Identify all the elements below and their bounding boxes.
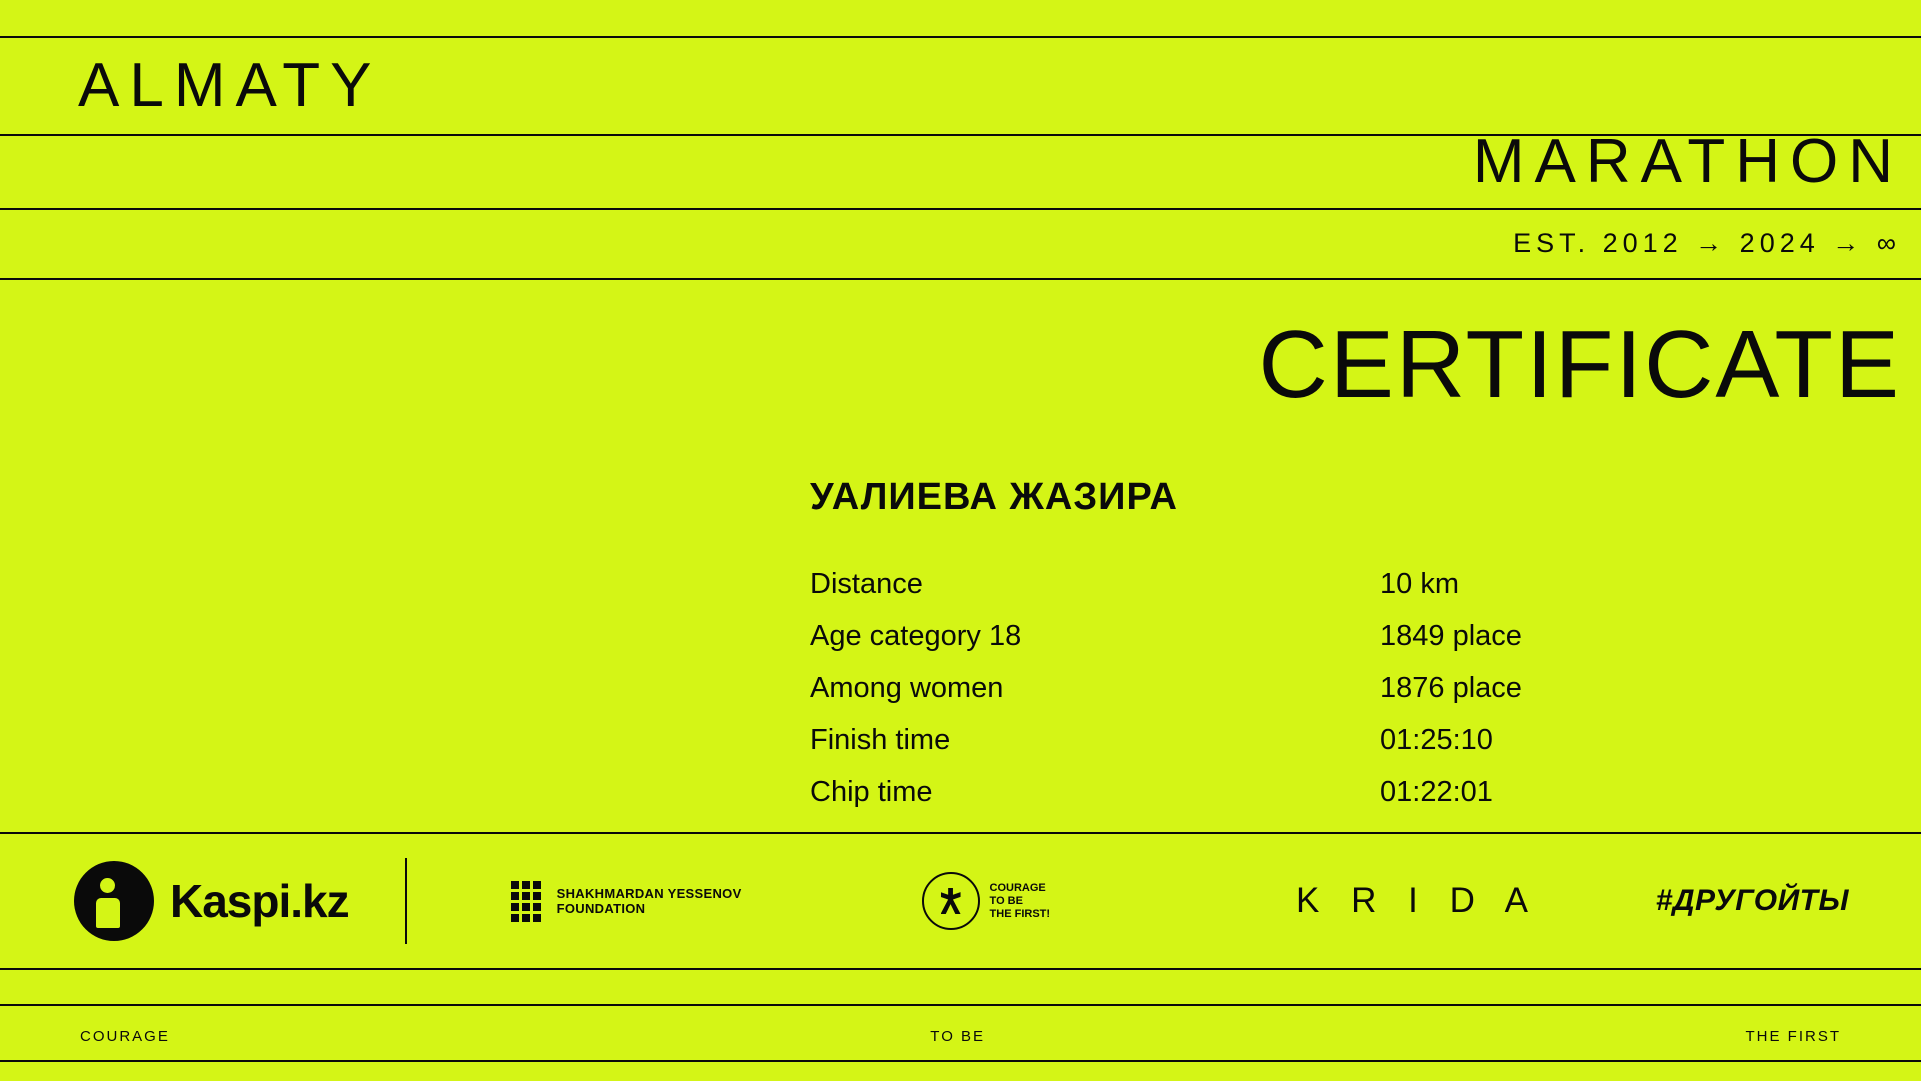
corporate-fund-line3: THE FIRST! xyxy=(989,907,1051,920)
result-value: 1849 place xyxy=(1380,620,1522,652)
result-label: Age category 18 xyxy=(810,620,1022,652)
result-label: Finish time xyxy=(810,724,951,756)
sponsor-yessenov-line1: SHAKHMARDAN YESSENOV xyxy=(556,886,742,901)
table-row xyxy=(810,568,1820,620)
corporate-fund-line1: COURAGE xyxy=(989,881,1046,894)
table-row xyxy=(810,776,1820,828)
result-label: Chip time xyxy=(810,776,933,808)
table-row xyxy=(810,672,1820,724)
corporate-fund-line2: TO BE xyxy=(989,894,1023,907)
result-label: Among women xyxy=(810,672,1004,704)
table-row xyxy=(810,724,1820,776)
footer-left: COURAGE xyxy=(80,1027,170,1045)
sponsor-kaspi-label: Kaspi.kz xyxy=(170,875,349,927)
sponsor-corporate-fund-label xyxy=(990,882,1051,921)
brand-marathon: MARATHON xyxy=(1472,127,1903,196)
campaign-hashtag: #ДРУГОЙТЫ xyxy=(1655,884,1849,917)
header-rule-4 xyxy=(0,278,1921,280)
sponsor-divider xyxy=(405,858,407,944)
sponsor-bar xyxy=(0,834,1921,968)
established-line: EST. 2012 → 2024 → ∞ xyxy=(1513,228,1901,258)
footer-right: THE FIRST xyxy=(1745,1027,1841,1045)
athlete-name: УАЛИЕВА ЖАЗИРА xyxy=(810,476,1178,518)
footer-rule-bottom xyxy=(0,1060,1921,1062)
footer xyxy=(0,1014,1921,1058)
sponsor-kaspi xyxy=(74,861,349,941)
table-row xyxy=(810,620,1820,672)
sponsor-yessenov-label xyxy=(557,886,742,916)
sponsor-rule-bottom xyxy=(0,968,1921,970)
yessenov-logo-icon xyxy=(511,881,545,921)
sponsor-krida-label: K R I D A xyxy=(1296,881,1539,920)
results-table xyxy=(810,568,1820,828)
result-value: 1876 place xyxy=(1380,672,1522,704)
footer-rule-top xyxy=(0,1004,1921,1006)
sponsor-yessenov-line2: FOUNDATION xyxy=(556,901,646,916)
kaspi-logo-icon xyxy=(74,861,154,941)
brand-almaty: ALMATY xyxy=(78,51,382,120)
corporate-fund-seal-icon xyxy=(922,872,980,930)
result-label: Distance xyxy=(810,568,923,600)
result-value: 01:25:10 xyxy=(1380,724,1493,756)
page-title: CERTIFICATE xyxy=(1258,311,1901,418)
result-value: 10 km xyxy=(1380,568,1459,600)
sponsor-yessenov xyxy=(511,881,742,921)
header-rule-3 xyxy=(0,208,1921,210)
footer-center: TO BE xyxy=(930,1027,986,1045)
header-rule-1 xyxy=(0,36,1921,38)
sponsor-corporate-fund xyxy=(922,872,1051,930)
result-value: 01:22:01 xyxy=(1380,776,1493,808)
